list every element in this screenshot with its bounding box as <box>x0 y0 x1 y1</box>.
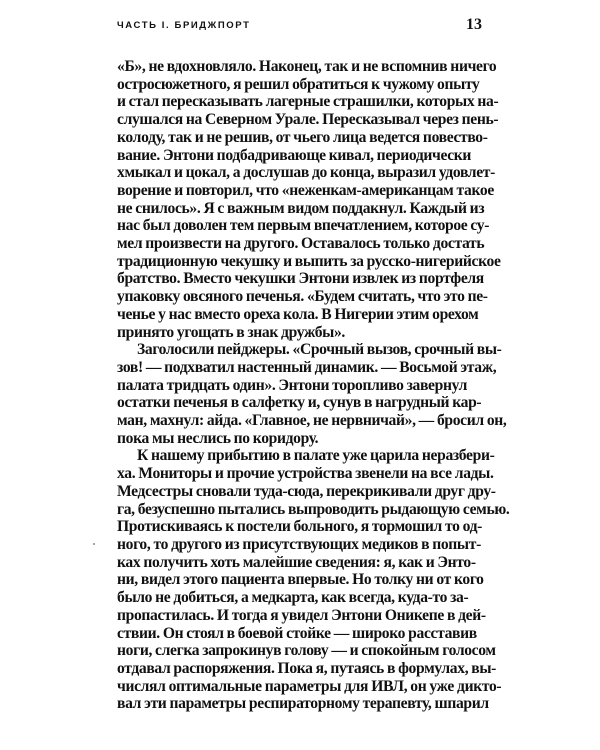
text-line: ного, то другого из присутствующих медиков в попыт- <box>117 535 481 553</box>
text-line: ни, видел этого пациента впервые. Но толку ни от кого <box>117 571 484 589</box>
text-line: Медсестры сновали туда-сюда, перекрикивали друг дру- <box>117 482 496 500</box>
text-line: колоду, так и не решив, от чьего лица ведется повество- <box>117 128 488 146</box>
running-head: ЧАСТЬ I. БРИДЖПОРТ <box>117 20 251 31</box>
text-line: остросюжетного, я решил обратиться к чужому опыту <box>117 75 480 93</box>
text-line: хмыкал и цокал, а дослушав до конца, выразил удовлет- <box>117 164 495 182</box>
text-line: ноги, слегка запрокинув голову — и спокойным голосом <box>117 642 496 660</box>
text-line: палата тридцать один». Энтони торопливо завернул <box>117 376 468 394</box>
paragraph <box>117 341 557 447</box>
text-line: ман, махнул: айда. «Главное, не нервничай», — бросил он, <box>117 412 507 430</box>
text-line: пропастилась. И тогда я увидел Энтони Оникепе в дей- <box>117 606 486 624</box>
page-header <box>117 16 482 36</box>
text-line: ворение и повторил, что «неженкам-американцам такое <box>117 181 494 199</box>
paragraph <box>117 58 557 341</box>
text-line: не снилось». Я с важным видом поддакнул. Каждый из <box>117 199 485 217</box>
text-line: ченье у нас вместо ореха кола. В Нигерии этим орехом <box>117 305 479 323</box>
body-text <box>117 58 557 713</box>
text-line: традиционную чекушку и выпить за русско-нигерийское <box>117 252 501 270</box>
text-line: вал эти параметры респираторному терапевту, шпарил <box>117 695 489 713</box>
text-line: ствии. Он стоял в боевой стойке — широко расставив <box>117 624 477 642</box>
text-line: упаковку овсяного печенья. «Будем считать, что это пе- <box>117 288 488 306</box>
scan-speck <box>93 543 95 545</box>
text-line: слушался на Северном Урале. Пересказывал через пень- <box>117 111 499 129</box>
text-line: зов! — подхватил настенный динамик. — Восьмой этаж, <box>117 358 497 376</box>
text-line: нас был доволен тем первым впечатлением, которое су- <box>117 217 490 235</box>
text-line: отдавал распоряжения. Пока я, путаясь в формулах, вы- <box>117 659 497 677</box>
text-line: га, безуспешно пытались выпроводить рыдающую семью. <box>117 500 510 518</box>
paragraph <box>117 447 557 713</box>
text-line: Протискиваясь к постели больного, я тормошил то од- <box>117 518 482 536</box>
text-line: принято угощать в знак дружбы». <box>117 323 345 341</box>
text-line: вание. Энтони подбадривающе кивал, периодически <box>117 146 472 164</box>
text-line: остатки печенья в салфетку и, сунув в нагрудный кар- <box>117 394 482 412</box>
text-line: ках получить хоть малейшие сведения: я, как и Энто- <box>117 553 476 571</box>
text-line: «Б», не вдохновляло. Наконец, так и не вспомнив ничего <box>117 58 497 75</box>
text-line: было не добиться, а медкарта, как всегда, куда-то за- <box>117 589 469 607</box>
text-line: мел произвести на другого. Оставалось только достать <box>117 235 485 253</box>
text-line: и стал пересказывать лагерные страшилки, которых на- <box>117 93 499 111</box>
text-line: К нашему прибытию в палате уже царила неразбери- <box>137 447 495 465</box>
text-line: братство. Вместо чекушки Энтони извлек из портфеля <box>117 270 484 288</box>
text-line: ха. Мониторы и прочие устройства звенели на все лады. <box>117 465 494 483</box>
text-line: числял оптимальные параметры для ИВЛ, он уже дикто- <box>117 677 502 695</box>
text-line: пока мы неслись по коридору. <box>117 429 319 447</box>
page-number: 13 <box>466 16 482 33</box>
text-line: Заголосили пейджеры. «Срочный вызов, срочный вы- <box>137 341 502 359</box>
